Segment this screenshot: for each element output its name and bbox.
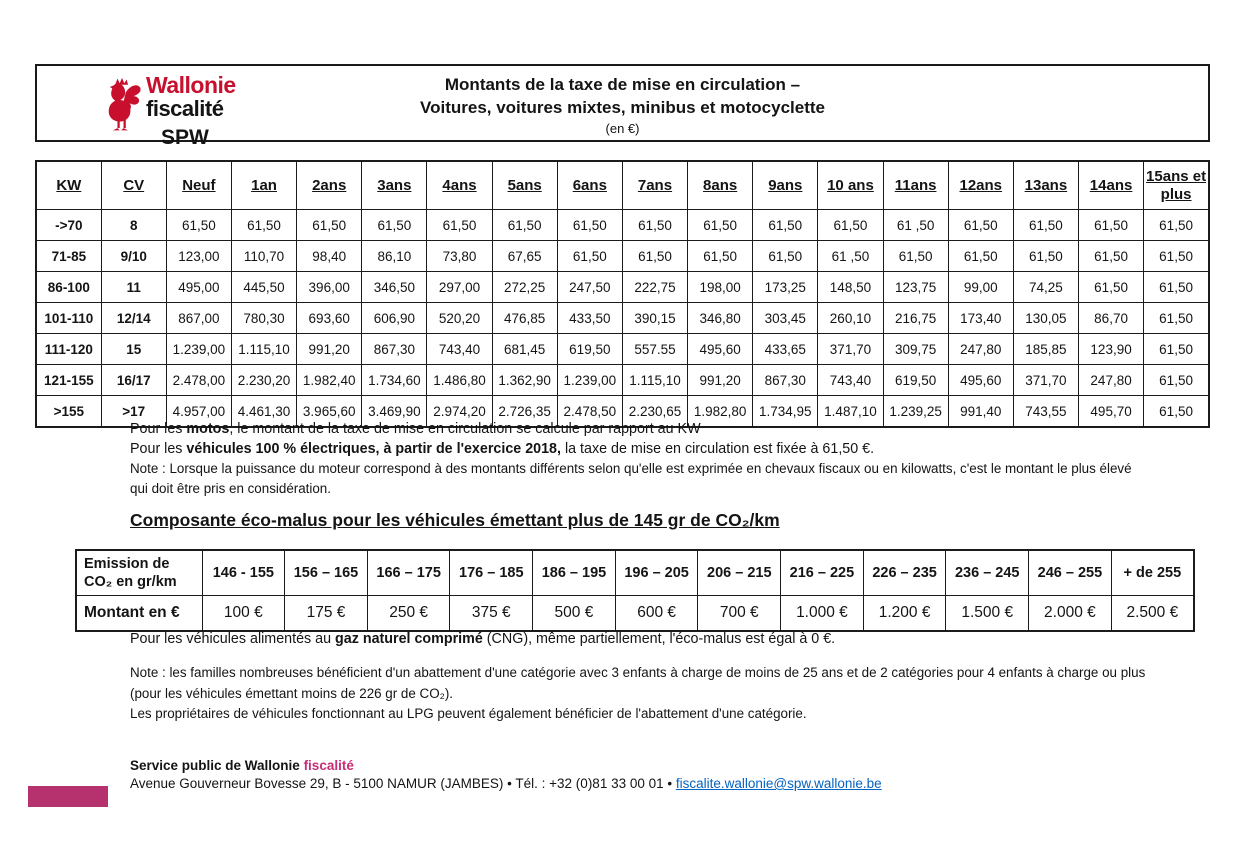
- eco-amount-cell: 600 €: [615, 596, 698, 632]
- cell-amount: 61,50: [1079, 241, 1144, 272]
- cell-cv: 15: [101, 334, 166, 365]
- cell-amount: 495,60: [948, 365, 1013, 396]
- col-header-label: 3ans: [377, 176, 412, 194]
- main-table-col-header: [753, 161, 818, 210]
- cell-amount: 2.478,50: [557, 396, 622, 428]
- eco-amount-cell: 700 €: [698, 596, 781, 632]
- cell-kw: ->70: [36, 210, 101, 241]
- col-header-label: 14ans: [1089, 176, 1133, 194]
- note-motos: [130, 419, 1148, 439]
- main-table-col-header: [101, 161, 166, 210]
- main-table-col-header: [231, 161, 296, 210]
- cell-amount: 61,50: [231, 210, 296, 241]
- cell-cv: >17: [101, 396, 166, 428]
- main-table-col-header: [622, 161, 687, 210]
- col-header-label: 9ans: [768, 176, 803, 194]
- cell-amount: 61,50: [622, 210, 687, 241]
- cell-amount: 185,85: [1013, 334, 1078, 365]
- cell-kw: 101-110: [36, 303, 101, 334]
- note-electriques: [130, 439, 1148, 459]
- cell-amount: 3.965,60: [297, 396, 362, 428]
- tmc-table: [35, 160, 1210, 428]
- eco-amount-cell: 1.200 €: [863, 596, 946, 632]
- main-table-col-header: [297, 161, 362, 210]
- cell-amount: 309,75: [883, 334, 948, 365]
- cell-amount: 991,20: [688, 365, 753, 396]
- col-header-label: 6ans: [572, 176, 607, 194]
- cell-amount: 61,50: [1079, 210, 1144, 241]
- cell-amount: 222,75: [622, 272, 687, 303]
- logo-wallonie-label: Wallonie: [146, 72, 236, 98]
- cell-amount: 693,60: [297, 303, 362, 334]
- cell-amount: 67,65: [492, 241, 557, 272]
- cell-amount: 433,65: [753, 334, 818, 365]
- cell-amount: 61,50: [1144, 365, 1209, 396]
- cell-amount: 61,50: [1144, 303, 1209, 334]
- cell-amount: 61,50: [753, 210, 818, 241]
- title-line-2: Voitures, voitures mixtes, minibus et motocyclette: [420, 98, 825, 117]
- main-table-row: [36, 334, 1209, 365]
- cell-amount: 743,55: [1013, 396, 1078, 428]
- col-header-label: 10 ans: [827, 176, 874, 194]
- cell-kw: 86-100: [36, 272, 101, 303]
- eco-amount-cell: 1.000 €: [781, 596, 864, 632]
- notes-top: [130, 419, 1148, 499]
- cell-amount: 123,90: [1079, 334, 1144, 365]
- cell-amount: 148,50: [818, 272, 883, 303]
- main-table-col-header: [948, 161, 1013, 210]
- main-table-row: [36, 272, 1209, 303]
- cell-amount: 86,70: [1079, 303, 1144, 334]
- eco-amount-cell: 250 €: [367, 596, 450, 632]
- cell-amount: 61 ,50: [818, 241, 883, 272]
- footer-org-name: Service public de Wallonie: [130, 758, 304, 773]
- cell-amount: 61,50: [297, 210, 362, 241]
- cell-amount: 1.239,00: [166, 334, 231, 365]
- cell-amount: 61,50: [883, 241, 948, 272]
- cell-amount: 495,70: [1079, 396, 1144, 428]
- cell-cv: 9/10: [101, 241, 166, 272]
- text-segment: , le montant de la taxe de mise en circulation se calcule par rapport au KW: [229, 421, 701, 437]
- cell-amount: 346,50: [362, 272, 427, 303]
- cell-amount: 98,40: [297, 241, 362, 272]
- text-segment: Pour les: [130, 421, 187, 437]
- col-header-label: 13ans: [1024, 176, 1068, 194]
- cell-amount: 991,20: [297, 334, 362, 365]
- cell-amount: 247,80: [948, 334, 1013, 365]
- cell-amount: 619,50: [557, 334, 622, 365]
- cell-amount: 1.487,10: [818, 396, 883, 428]
- cell-amount: 1.115,10: [231, 334, 296, 365]
- cell-amount: 61,50: [1079, 272, 1144, 303]
- cell-amount: 61,50: [427, 210, 492, 241]
- cell-amount: 396,00: [297, 272, 362, 303]
- note-lpg: [130, 704, 1148, 725]
- cell-amount: 867,30: [362, 334, 427, 365]
- main-table-row: [36, 365, 1209, 396]
- eco-amount-cell: 175 €: [285, 596, 368, 632]
- eco-amount-cell: 500 €: [533, 596, 616, 632]
- cell-amount: 606,90: [362, 303, 427, 334]
- eco-range-cell: 146 - 155: [202, 550, 285, 596]
- cell-amount: 61,50: [362, 210, 427, 241]
- eco-amount-cell: 100 €: [202, 596, 285, 632]
- footer-accent-bar: [28, 786, 108, 807]
- cell-amount: 61,50: [492, 210, 557, 241]
- cell-cv: 8: [101, 210, 166, 241]
- cell-amount: 1.982,40: [297, 365, 362, 396]
- text-segment: gaz naturel comprimé: [335, 631, 483, 647]
- cell-amount: 1.239,25: [883, 396, 948, 428]
- cell-amount: 173,40: [948, 303, 1013, 334]
- cell-amount: 123,00: [166, 241, 231, 272]
- cell-amount: 371,70: [1013, 365, 1078, 396]
- text-segment: motos: [186, 421, 230, 437]
- cell-amount: 61,50: [166, 210, 231, 241]
- cell-amount: 61,50: [688, 210, 753, 241]
- text-segment: Pour les: [130, 441, 187, 457]
- text-segment: la taxe de mise en circulation est fixée à 61,50 €.: [560, 441, 875, 457]
- main-table-col-header: [36, 161, 101, 210]
- cell-amount: 130,05: [1013, 303, 1078, 334]
- footer-org-fiscalite: fiscalité: [303, 758, 354, 773]
- eco-range-cell: 196 – 205: [615, 550, 698, 596]
- cell-amount: 61,50: [557, 241, 622, 272]
- cell-cv: 11: [101, 272, 166, 303]
- eco-table-amount-row: [76, 596, 1194, 632]
- cell-amount: 123,75: [883, 272, 948, 303]
- cell-cv: 12/14: [101, 303, 166, 334]
- cell-amount: 297,00: [427, 272, 492, 303]
- text-segment: Note : les familles nombreuses bénéficient d'un abattement d'une catégorie avec 3 enfants à charge de moins de 25 ans et de 2 catégories pour 4 enfants à charge ou plus (pour les véhicules émettant moins de 226 gr de CO₂).: [130, 665, 1146, 701]
- cell-amount: 61,50: [948, 241, 1013, 272]
- eco-table-header-row: [76, 550, 1194, 596]
- eco-range-cell: 186 – 195: [533, 550, 616, 596]
- col-header-label: 2ans: [312, 176, 347, 194]
- cell-amount: 272,25: [492, 272, 557, 303]
- cell-amount: 2.974,20: [427, 396, 492, 428]
- footer-address-text: Avenue Gouverneur Bovesse 29, B - 5100 NAMUR (JAMBES) • Tél. : +32 (0)81 33 00 01 •: [130, 776, 676, 791]
- text-segment: Pour les véhicules alimentés au: [130, 631, 336, 647]
- col-header-label: 7ans: [637, 176, 673, 194]
- cell-amount: 61,50: [557, 210, 622, 241]
- eco-range-cell: 226 – 235: [863, 550, 946, 596]
- cell-amount: 247,80: [1079, 365, 1144, 396]
- document-header: [35, 64, 1210, 149]
- main-table-row: [36, 303, 1209, 334]
- main-table-row: [36, 241, 1209, 272]
- cell-amount: 99,00: [948, 272, 1013, 303]
- col-header-label: 1an: [251, 176, 277, 194]
- text-segment: Note : Lorsque la puissance du moteur correspond à des montants différents selon qu'elle est exprimée en chevaux fiscaux ou en kilowatts, c'est le montant le plus élevé qui doit être pris en considération.: [130, 461, 1132, 496]
- cell-amount: 61 ,50: [883, 210, 948, 241]
- logo-fiscalite-label: fiscalité: [146, 96, 224, 121]
- cell-amount: 743,40: [427, 334, 492, 365]
- col-header-label: 4ans: [442, 176, 477, 194]
- cell-amount: 2.726,35: [492, 396, 557, 428]
- eco-range-cell: 166 – 175: [367, 550, 450, 596]
- main-table-header-row: [36, 161, 1209, 210]
- col-header-label: KW: [56, 176, 82, 194]
- cell-amount: 371,70: [818, 334, 883, 365]
- notes-bottom: [130, 663, 1148, 725]
- cell-kw: 111-120: [36, 334, 101, 365]
- main-table-col-header: [557, 161, 622, 210]
- cell-amount: 1.486,80: [427, 365, 492, 396]
- cell-cv: 16/17: [101, 365, 166, 396]
- cell-amount: 1.362,90: [492, 365, 557, 396]
- logo-text: [146, 74, 236, 148]
- cell-amount: 61,50: [622, 241, 687, 272]
- cell-amount: 198,00: [688, 272, 753, 303]
- eco-amount-cell: 1.500 €: [946, 596, 1029, 632]
- footer-email-link[interactable]: fiscalite.wallonie@spw.wallonie.be: [675, 776, 882, 791]
- eco-amount-label: Montant en €: [76, 596, 202, 632]
- cell-amount: 173,25: [753, 272, 818, 303]
- cell-amount: 3.469,90: [362, 396, 427, 428]
- cell-amount: 2.230,65: [622, 396, 687, 428]
- cell-amount: 619,50: [883, 365, 948, 396]
- title-line-3: (en €): [605, 121, 640, 136]
- cell-amount: 61,50: [753, 241, 818, 272]
- eco-amount-cell: 2.500 €: [1111, 596, 1194, 632]
- footer-organisation: [130, 758, 354, 773]
- rooster-icon: [103, 74, 141, 132]
- col-header-label: 5ans: [507, 176, 542, 194]
- cell-amount: 346,80: [688, 303, 753, 334]
- cell-amount: 743,40: [818, 365, 883, 396]
- cell-amount: 61,50: [818, 210, 883, 241]
- footer-address: [130, 776, 882, 791]
- cell-amount: 867,00: [166, 303, 231, 334]
- main-table-col-header: [427, 161, 492, 210]
- eco-range-cell: + de 255: [1111, 550, 1194, 596]
- eco-amount-cell: 2.000 €: [1029, 596, 1112, 632]
- eco-range-cell: 156 – 165: [285, 550, 368, 596]
- cell-amount: 61,50: [1144, 396, 1209, 428]
- cell-amount: 303,45: [753, 303, 818, 334]
- note-puissance: [130, 459, 1148, 499]
- cell-amount: 1.115,10: [622, 365, 687, 396]
- cell-amount: 61,50: [1144, 334, 1209, 365]
- note-cng: [130, 631, 835, 647]
- cell-kw: 121-155: [36, 365, 101, 396]
- cell-kw: >155: [36, 396, 101, 428]
- note-familles-nombreuses: [130, 663, 1148, 704]
- main-table-col-header: [1079, 161, 1144, 210]
- main-table-col-header: [818, 161, 883, 210]
- cell-amount: 73,80: [427, 241, 492, 272]
- eco-malus-table: [75, 549, 1195, 632]
- cell-amount: 780,30: [231, 303, 296, 334]
- cell-amount: 247,50: [557, 272, 622, 303]
- cell-amount: 61,50: [1013, 241, 1078, 272]
- cell-amount: 681,45: [492, 334, 557, 365]
- main-table-col-header: [492, 161, 557, 210]
- main-table-col-header: [362, 161, 427, 210]
- cell-amount: 495,00: [166, 272, 231, 303]
- main-table-col-header: [688, 161, 753, 210]
- cell-amount: 61,50: [1144, 210, 1209, 241]
- cell-amount: 1.734,60: [362, 365, 427, 396]
- eco-range-cell: 216 – 225: [781, 550, 864, 596]
- cell-amount: 2.478,00: [166, 365, 231, 396]
- cell-amount: 216,75: [883, 303, 948, 334]
- col-header-label: 15ans et plus: [1146, 167, 1207, 203]
- cell-amount: 4.957,00: [166, 396, 231, 428]
- col-header-label: 11ans: [894, 176, 937, 194]
- col-header-label: 8ans: [703, 176, 738, 194]
- cell-amount: 1.734,95: [753, 396, 818, 428]
- text-segment: (CNG), même partiellement, l'éco-malus est égal à 0 €.: [482, 631, 836, 647]
- main-table-row: [36, 210, 1209, 241]
- main-table-col-header: [166, 161, 231, 210]
- cell-amount: 1.239,00: [557, 365, 622, 396]
- cell-kw: 71-85: [36, 241, 101, 272]
- cell-amount: 2.230,20: [231, 365, 296, 396]
- cell-amount: 495,60: [688, 334, 753, 365]
- logo-spw-label: SPW: [161, 126, 209, 149]
- cell-amount: 61,50: [1013, 210, 1078, 241]
- col-header-label: Neuf: [182, 176, 216, 194]
- main-table-col-header: [1013, 161, 1078, 210]
- eco-malus-heading: Composante éco-malus pour les véhicules émettant plus de 145 gr de CO₂/km: [130, 510, 780, 530]
- cell-amount: 991,40: [948, 396, 1013, 428]
- eco-range-cell: 236 – 245: [946, 550, 1029, 596]
- col-header-label: 12ans: [959, 176, 1003, 194]
- spw-logo: [103, 74, 236, 148]
- cell-amount: 86,10: [362, 241, 427, 272]
- cell-amount: 433,50: [557, 303, 622, 334]
- title-line-1: Montants de la taxe de mise en circulation –: [444, 75, 801, 94]
- main-table-col-header: [1144, 161, 1209, 210]
- cell-amount: 61,50: [1144, 272, 1209, 303]
- eco-range-cell: 206 – 215: [698, 550, 781, 596]
- text-segment: véhicules 100 % électriques, à partir de l'exercice 2018,: [186, 441, 561, 457]
- cell-amount: 61,50: [948, 210, 1013, 241]
- cell-amount: 260,10: [818, 303, 883, 334]
- main-table-col-header: [883, 161, 948, 210]
- cell-amount: 445,50: [231, 272, 296, 303]
- cell-amount: 867,30: [753, 365, 818, 396]
- col-header-label: CV: [123, 176, 145, 194]
- cell-amount: 74,25: [1013, 272, 1078, 303]
- eco-amount-cell: 375 €: [450, 596, 533, 632]
- eco-range-cell: 246 – 255: [1029, 550, 1112, 596]
- cell-amount: 557.55: [622, 334, 687, 365]
- cell-amount: 4.461,30: [231, 396, 296, 428]
- cell-amount: 476,85: [492, 303, 557, 334]
- cell-amount: 390,15: [622, 303, 687, 334]
- cell-amount: 61,50: [1144, 241, 1209, 272]
- cell-amount: 61,50: [688, 241, 753, 272]
- eco-emission-label: Emission de CO₂ en gr/km: [76, 550, 202, 596]
- cell-amount: 520,20: [427, 303, 492, 334]
- eco-range-cell: 176 – 185: [450, 550, 533, 596]
- cell-amount: 1.982,80: [688, 396, 753, 428]
- text-segment: Les propriétaires de véhicules fonctionnant au LPG peuvent également bénéficier de l'abattement d'une catégorie.: [130, 706, 807, 721]
- cell-amount: 110,70: [231, 241, 296, 272]
